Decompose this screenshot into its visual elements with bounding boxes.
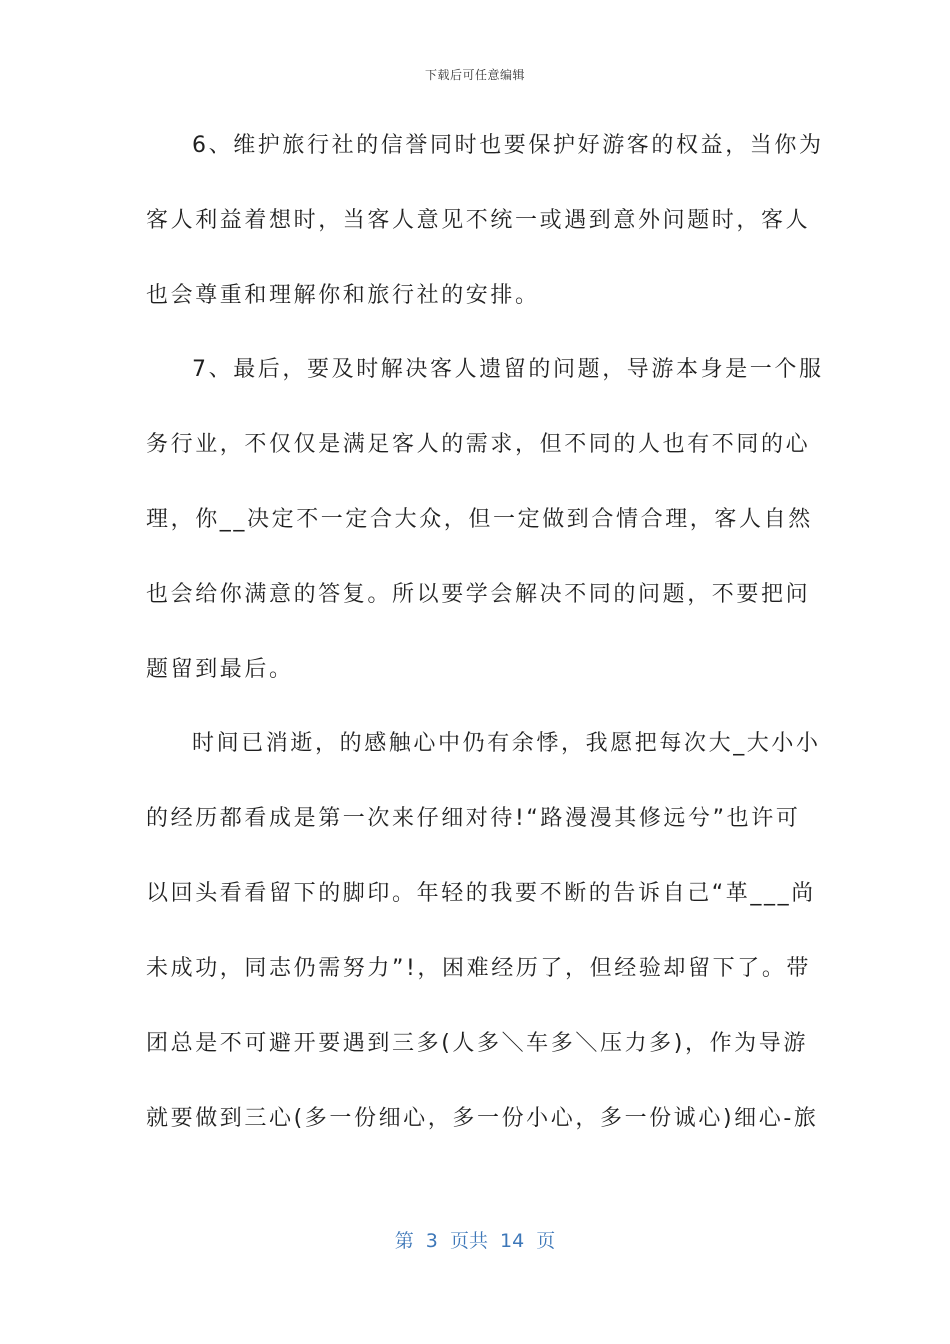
- text-line: 团总是不可避开要遇到三多(人多＼车多＼压力多)，作为导游: [146, 1031, 808, 1056]
- text-line: 也会尊重和理解你和旅行社的安排。: [146, 283, 540, 308]
- text-line: 客人利益着想时，当客人意见不统一或遇到意外问题时，客人: [146, 208, 811, 233]
- text-line: 7、最后，要及时解决客人遗留的问题，导游本身是一个服: [192, 357, 824, 382]
- text-line: 未成功，同志仍需努力”!，困难经历了，但经验却留下了。带: [146, 956, 812, 981]
- header-note: 下载后可任意编辑: [424, 68, 525, 82]
- text-line: 理，你__决定不一定合大众，但一定做到合情合理，客人自然: [146, 507, 813, 532]
- text-line: 的经历都看成是第一次来仔细对待!“路漫漫其修远兮”也许可: [146, 806, 801, 831]
- text-line: 题留到最后。: [146, 657, 294, 682]
- page-number-footer: 第 3 页共 14 页: [394, 1230, 556, 1252]
- text-line: 6、维护旅行社的信誉同时也要保护好游客的权益，当你为: [192, 133, 824, 158]
- text-line: 以回头看看留下的脚印。年轻的我要不断的告诉自己“革___尚: [146, 881, 816, 906]
- text-line: 时间已消逝，的感触心中仍有余悸，我愿把每次大_大小小: [192, 731, 821, 756]
- text-line: 务行业，不仅仅是满足客人的需求，但不同的人也有不同的心: [146, 432, 811, 457]
- text-line: 就要做到三心(多一份细心，多一份小心，多一份诚心)细心-旅: [146, 1106, 819, 1131]
- text-line: 也会给你满意的答复。所以要学会解决不同的问题，不要把问: [146, 582, 811, 607]
